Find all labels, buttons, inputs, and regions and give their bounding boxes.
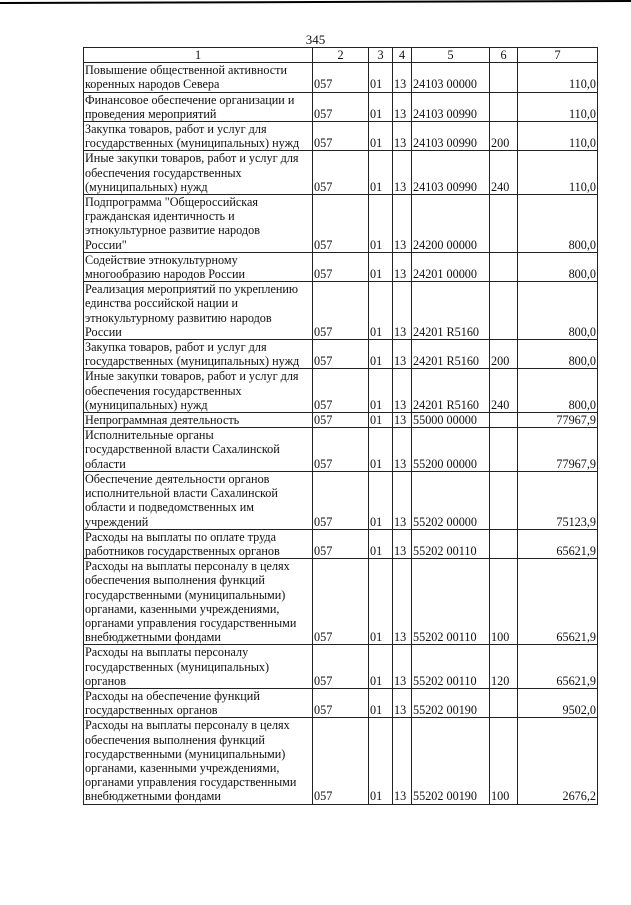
item-name-cell bbox=[84, 413, 313, 428]
subsection-cell: 13 bbox=[393, 688, 412, 717]
expense-type-cell: 200 bbox=[490, 122, 518, 151]
ministry-cell: 057 bbox=[313, 428, 369, 472]
target-article-cell: 24201 00000 bbox=[412, 252, 490, 281]
subsection-cell: 13 bbox=[393, 340, 412, 369]
item-name-cell bbox=[84, 340, 313, 369]
target-article-cell: 55200 00000 bbox=[412, 428, 490, 472]
amount-cell: 800,0 bbox=[518, 369, 598, 413]
table-row bbox=[84, 688, 598, 717]
table-row bbox=[84, 340, 598, 369]
table-row bbox=[84, 718, 598, 804]
item-name-cell bbox=[84, 122, 313, 151]
ministry-cell: 057 bbox=[313, 92, 369, 121]
subsection-cell: 13 bbox=[393, 122, 412, 151]
ministry-cell: 057 bbox=[313, 529, 369, 558]
table-row bbox=[84, 645, 598, 689]
ministry-cell: 057 bbox=[313, 340, 369, 369]
item-name-cell bbox=[84, 252, 313, 281]
item-name-line: органами, казенными учреждениями, bbox=[85, 760, 280, 775]
item-name-line: Закупка товаров, работ и услуг для bbox=[85, 122, 267, 137]
header-row bbox=[84, 48, 598, 63]
section-cell: 01 bbox=[369, 688, 393, 717]
amount-cell: 110,0 bbox=[518, 63, 598, 92]
subsection-cell: 13 bbox=[393, 369, 412, 413]
item-name-line: государственными (муниципальными) bbox=[85, 746, 286, 761]
subsection-cell: 13 bbox=[393, 252, 412, 281]
item-name-cell bbox=[84, 151, 313, 195]
subsection-cell: 13 bbox=[393, 471, 412, 529]
item-name-line: (муниципальных) нужд bbox=[85, 179, 208, 194]
expense-type-cell: 240 bbox=[490, 151, 518, 195]
item-name-line: единства российской нации и bbox=[85, 296, 239, 311]
subsection-cell: 13 bbox=[393, 92, 412, 121]
amount-cell: 77967,9 bbox=[518, 428, 598, 472]
target-article-cell: 55202 00110 bbox=[412, 559, 490, 645]
expense-type-cell bbox=[490, 688, 518, 717]
ministry-cell: 057 bbox=[313, 471, 369, 529]
target-article-cell: 24103 00990 bbox=[412, 122, 490, 151]
table-row bbox=[84, 151, 598, 195]
section-cell: 01 bbox=[369, 63, 393, 92]
item-name-line: Подпрограмма "Общероссийская bbox=[85, 195, 259, 210]
amount-cell: 110,0 bbox=[518, 151, 598, 195]
target-article-cell: 55202 00190 bbox=[412, 688, 490, 717]
subsection-cell: 13 bbox=[393, 151, 412, 195]
item-name-line: гражданская идентичность и bbox=[85, 209, 235, 224]
item-name-cell bbox=[84, 718, 313, 804]
target-article-cell: 55202 00190 bbox=[412, 718, 490, 804]
item-name-line: Иные закупки товаров, работ и услуг для bbox=[85, 369, 299, 384]
table-row bbox=[84, 428, 598, 472]
table-body bbox=[84, 63, 598, 804]
expense-type-cell bbox=[490, 252, 518, 281]
amount-cell: 800,0 bbox=[518, 282, 598, 340]
ministry-cell: 057 bbox=[313, 122, 369, 151]
section-cell: 01 bbox=[369, 340, 393, 369]
item-name-line: этнокультурному развитию народов bbox=[85, 310, 272, 325]
item-name-line: обеспечения государственных bbox=[85, 165, 242, 180]
ministry-cell: 057 bbox=[313, 282, 369, 340]
table-row bbox=[84, 122, 598, 151]
item-name-line: России bbox=[85, 324, 122, 339]
amount-cell: 2676,2 bbox=[518, 718, 598, 804]
item-name-line: обеспечения выполнения функций bbox=[85, 573, 265, 588]
target-article-cell: 24200 00000 bbox=[412, 195, 490, 253]
item-name-line: области и подведомственных им bbox=[85, 500, 254, 515]
item-name-line: Обеспечение деятельности органов bbox=[85, 471, 270, 486]
section-cell: 01 bbox=[369, 92, 393, 121]
item-name-line: Расходы на обеспечение функций bbox=[85, 688, 260, 703]
expense-type-cell bbox=[490, 413, 518, 428]
table-row bbox=[84, 63, 598, 92]
column-header-6: 6 bbox=[490, 48, 518, 63]
item-name-line: области bbox=[85, 456, 126, 471]
item-name-cell bbox=[84, 195, 313, 253]
expense-type-cell bbox=[490, 282, 518, 340]
item-name-line: обеспечения выполнения функций bbox=[85, 732, 265, 747]
expense-type-cell bbox=[490, 195, 518, 253]
column-header-2: 2 bbox=[313, 48, 369, 63]
table-row bbox=[84, 252, 598, 281]
section-cell: 01 bbox=[369, 529, 393, 558]
expense-type-cell: 120 bbox=[490, 645, 518, 689]
amount-cell: 9502,0 bbox=[518, 688, 598, 717]
expense-type-cell bbox=[490, 92, 518, 121]
item-name-line: органами управления государственными bbox=[85, 775, 297, 790]
item-name-line: Расходы на выплаты по оплате труда bbox=[85, 529, 277, 544]
target-article-cell: 24103 00990 bbox=[412, 151, 490, 195]
section-cell: 01 bbox=[369, 282, 393, 340]
target-article-cell: 24201 R5160 bbox=[412, 282, 490, 340]
item-name-line: многообразию народов России bbox=[85, 267, 246, 282]
item-name-line: Расходы на выплаты персоналу в целях bbox=[85, 718, 290, 733]
amount-cell: 110,0 bbox=[518, 122, 598, 151]
table-row bbox=[84, 413, 598, 428]
item-name-cell bbox=[84, 369, 313, 413]
ministry-cell: 057 bbox=[313, 688, 369, 717]
subsection-cell: 13 bbox=[393, 63, 412, 92]
column-header-3: 3 bbox=[369, 48, 393, 63]
item-name-line: Повышение общественной активности bbox=[85, 63, 288, 78]
ministry-cell: 057 bbox=[313, 195, 369, 253]
ministry-cell: 057 bbox=[313, 718, 369, 804]
ministry-cell: 057 bbox=[313, 645, 369, 689]
subsection-cell: 13 bbox=[393, 645, 412, 689]
section-cell: 01 bbox=[369, 471, 393, 529]
table-row bbox=[84, 282, 598, 340]
ministry-cell: 057 bbox=[313, 252, 369, 281]
section-cell: 01 bbox=[369, 428, 393, 472]
subsection-cell: 13 bbox=[393, 195, 412, 253]
item-name-line: России" bbox=[85, 237, 127, 252]
ministry-cell: 057 bbox=[313, 559, 369, 645]
item-name-line: Расходы на выплаты персоналу в целях bbox=[85, 559, 290, 574]
ministry-cell: 057 bbox=[313, 151, 369, 195]
ministry-cell: 057 bbox=[313, 369, 369, 413]
item-name-line: Расходы на выплаты персоналу bbox=[85, 645, 249, 660]
expense-type-cell: 100 bbox=[490, 718, 518, 804]
table-row bbox=[84, 559, 598, 645]
section-cell: 01 bbox=[369, 122, 393, 151]
table-row bbox=[84, 369, 598, 413]
ministry-cell: 057 bbox=[313, 413, 369, 428]
item-name-line: государственных органов bbox=[85, 703, 218, 718]
section-cell: 01 bbox=[369, 151, 393, 195]
item-name-line: проведения мероприятий bbox=[85, 106, 217, 121]
ministry-cell: 057 bbox=[313, 63, 369, 92]
item-name-line: исполнительной власти Сахалинской bbox=[85, 486, 278, 501]
item-name-line: Исполнительные органы bbox=[85, 428, 214, 443]
target-article-cell: 24201 R5160 bbox=[412, 369, 490, 413]
subsection-cell: 13 bbox=[393, 282, 412, 340]
column-header-5: 5 bbox=[412, 48, 490, 63]
subsection-cell: 13 bbox=[393, 559, 412, 645]
section-cell: 01 bbox=[369, 559, 393, 645]
subsection-cell: 13 bbox=[393, 413, 412, 428]
item-name-cell bbox=[84, 92, 313, 121]
amount-cell: 65621,9 bbox=[518, 529, 598, 558]
item-name-line: Закупка товаров, работ и услуг для bbox=[85, 340, 267, 355]
section-cell: 01 bbox=[369, 195, 393, 253]
amount-cell: 800,0 bbox=[518, 195, 598, 253]
subsection-cell: 13 bbox=[393, 718, 412, 804]
item-name-cell bbox=[84, 529, 313, 558]
target-article-cell: 24103 00000 bbox=[412, 63, 490, 92]
item-name-line: государственной власти Сахалинской bbox=[85, 442, 280, 457]
item-name-cell bbox=[84, 471, 313, 529]
column-header-7: 7 bbox=[518, 48, 598, 63]
item-name-line: органов bbox=[85, 673, 126, 688]
section-cell: 01 bbox=[369, 369, 393, 413]
item-name-cell bbox=[84, 63, 313, 92]
expense-type-cell bbox=[490, 428, 518, 472]
item-name-line: обеспечения государственных bbox=[85, 383, 242, 398]
item-name-line: Иные закупки товаров, работ и услуг для bbox=[85, 151, 299, 166]
target-article-cell: 24103 00990 bbox=[412, 92, 490, 121]
item-name-line: учреждений bbox=[85, 514, 149, 529]
amount-cell: 800,0 bbox=[518, 252, 598, 281]
item-name-line: органами управления государственными bbox=[85, 615, 297, 630]
amount-cell: 65621,9 bbox=[518, 645, 598, 689]
item-name-line: внебюджетными фондами bbox=[85, 630, 221, 645]
item-name-line: государственных (муниципальных) нужд bbox=[85, 136, 300, 151]
item-name-line: этнокультурное развитие народов bbox=[85, 223, 260, 238]
item-name-cell bbox=[84, 559, 313, 645]
table-row bbox=[84, 92, 598, 121]
item-name-line: коренных народов Севера bbox=[85, 77, 220, 92]
subsection-cell: 13 bbox=[393, 529, 412, 558]
table-row bbox=[84, 529, 598, 558]
amount-cell: 77967,9 bbox=[518, 413, 598, 428]
amount-cell: 800,0 bbox=[518, 340, 598, 369]
target-article-cell: 55202 00000 bbox=[412, 471, 490, 529]
target-article-cell: 55202 00110 bbox=[412, 529, 490, 558]
item-name-cell bbox=[84, 645, 313, 689]
table-row bbox=[84, 195, 598, 253]
item-name-cell bbox=[84, 428, 313, 472]
item-name-line: внебюджетными фондами bbox=[85, 789, 221, 804]
expense-type-cell bbox=[490, 471, 518, 529]
expense-type-cell bbox=[490, 529, 518, 558]
expense-type-cell: 200 bbox=[490, 340, 518, 369]
amount-cell: 65621,9 bbox=[518, 559, 598, 645]
section-cell: 01 bbox=[369, 645, 393, 689]
item-name-cell bbox=[84, 282, 313, 340]
item-name-line: государственных (муниципальных) нужд bbox=[85, 354, 300, 369]
budget-table bbox=[83, 47, 598, 805]
item-name-cell bbox=[84, 688, 313, 717]
page-number: 345 bbox=[305, 32, 326, 47]
item-name-line: Реализация мероприятий по укреплению bbox=[85, 282, 299, 297]
subsection-cell: 13 bbox=[393, 428, 412, 472]
column-header-1: 1 bbox=[84, 48, 313, 63]
expense-type-cell: 240 bbox=[490, 369, 518, 413]
section-cell: 01 bbox=[369, 252, 393, 281]
expense-type-cell bbox=[490, 63, 518, 92]
expense-type-cell: 100 bbox=[490, 559, 518, 645]
target-article-cell: 55000 00000 bbox=[412, 413, 490, 428]
column-header-4: 4 bbox=[393, 48, 412, 63]
item-name-line: органами, казенными учреждениями, bbox=[85, 601, 280, 616]
item-name-line: Содействие этнокультурному bbox=[85, 252, 238, 267]
item-name-line: государственными (муниципальными) bbox=[85, 587, 286, 602]
amount-cell: 75123,9 bbox=[518, 471, 598, 529]
amount-cell: 110,0 bbox=[518, 92, 598, 121]
item-name-line: (муниципальных) нужд bbox=[85, 397, 208, 412]
item-name-line: Финансовое обеспечение организации и bbox=[85, 92, 295, 107]
item-name-line: работников государственных органов bbox=[85, 543, 280, 558]
target-article-cell: 55202 00110 bbox=[412, 645, 490, 689]
section-cell: 01 bbox=[369, 413, 393, 428]
item-name-line: Непрограммная деятельность bbox=[85, 413, 240, 428]
item-name-line: государственных (муниципальных) bbox=[85, 659, 270, 674]
target-article-cell: 24201 R5160 bbox=[412, 340, 490, 369]
section-cell: 01 bbox=[369, 718, 393, 804]
table-row bbox=[84, 471, 598, 529]
